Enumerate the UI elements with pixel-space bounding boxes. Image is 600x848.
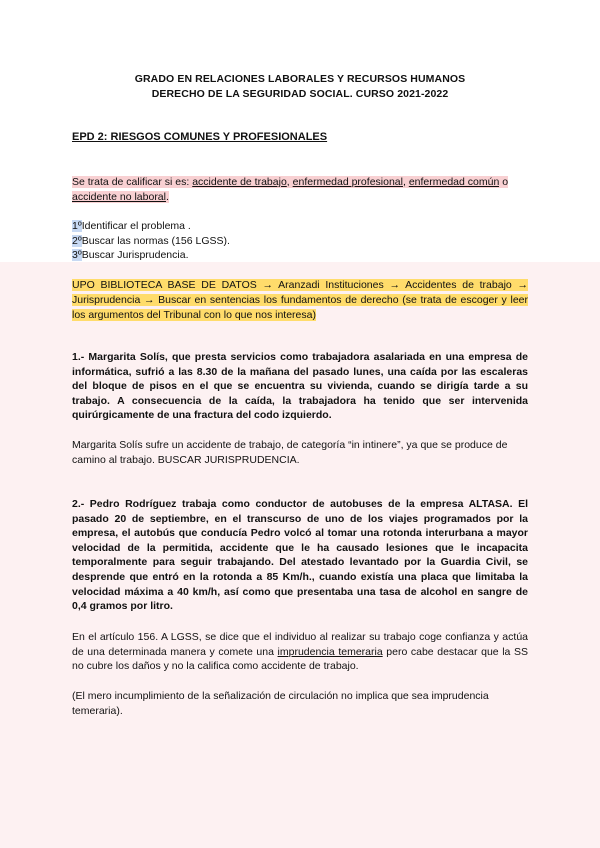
case2-statement: 2.- Pedro Rodríguez trabaja como conductor de autobuses de la empresa ALTASA. El pasado 20 de septiembre, en el transcurso de uno de los viajes programados por la empresa, el autobús que conducía Pedro volcó al tomar una rotonda interurbana a mayor velocidad de la permitida, accidente que le ha causado lesiones que le incapacita temporalmente para seguir trabajando. Del atestado levantado por la Guardia Civil, se desprende que entró en la rotonda a 85 Km/h., cuando existía una placa que limitaba la velocidad máxima a 40 km/h, así como que presentaba una tasa de alcohol en sangre de 0,4 gramos por litro. xyxy=(72,498,528,613)
step-number: 3º xyxy=(72,249,82,262)
step-item xyxy=(72,248,528,263)
option-accidente-trabajo: accidente de trabajo xyxy=(192,176,287,188)
steps-list xyxy=(72,219,528,263)
case2-answer-part2: pero cabe destacar que la SS no cubre los daños y no la califica como accidente de trabajo. xyxy=(72,645,528,673)
header-course: DERECHO DE LA SEGURIDAD SOCIAL. CURSO 2021-2022 xyxy=(151,88,449,100)
case1-answer: Margarita Solís sufre un accidente de trabajo, de categoría “in intinere”, ya que se produce de camino al trabajo. BUSCAR JURISPRUDENCIA. xyxy=(72,439,508,466)
case1-statement: 1.- Margarita Solís, que presta servicios como trabajadora asalariada en una empresa de informática, sufrió a las 8.30 de la mañana del pasado lunes, una caída por las escaleras del bloque de pisos en el que se encuentra su vivienda, cuando se dirigía tarde a su trabajo. A consecuencia de la caída, la trabajadora ha tenido que ser intervenida quirúrgicamente de una fractura del codo izquierdo. xyxy=(72,351,528,422)
step-text: Buscar las normas (156 LGSS). xyxy=(81,234,230,247)
step-number: 1º xyxy=(72,220,82,232)
case2-answer xyxy=(72,630,528,674)
option-enfermedad-profesional: enfermedad profesional xyxy=(292,176,403,188)
intro-sep: o xyxy=(499,176,509,188)
option-accidente-no-laboral: accidente no laboral xyxy=(72,190,166,203)
step-number: 2º xyxy=(72,234,82,247)
option-enfermedad-comun: enfermedad común xyxy=(408,176,500,188)
database-note xyxy=(72,278,528,323)
step-text: Buscar Jurisprudencia. xyxy=(81,249,189,262)
case2-note: (El mero incumplimiento de la señalización de circulación no implica que sea imprudencia temeraria). xyxy=(72,690,489,717)
case2-answer-part1: En el artículo 156. A LGSS, se dice que el individuo al realizar su trabajo coge confianza y actúa de una determinada manera y comete una xyxy=(72,631,528,658)
intro-sep: , xyxy=(286,176,293,188)
epd-title: EPD 2: RIESGOS COMUNES Y PROFESIONALES xyxy=(72,131,328,143)
database-note-text: UPO BIBLIOTECA BASE DE DATOS → Aranzadi Instituciones → Accidentes de trabajo → Jurisprudencia → Buscar en sentencias los fundamentos de derecho (se trata de escoger y leer los argumentos del Tribunal con lo que nos interesa) xyxy=(72,279,528,321)
step-item xyxy=(72,234,528,249)
step-item xyxy=(72,219,528,234)
intro-end: . xyxy=(165,190,169,203)
header-degree: GRADO EN RELACIONES LABORALES Y RECURSOS HUMANOS xyxy=(134,73,466,85)
intro-sep: , xyxy=(402,176,409,188)
term-imprudencia-temeraria: imprudencia temeraria xyxy=(277,645,383,658)
intro-lead: Se trata de calificar si es: xyxy=(72,176,193,188)
intro-paragraph xyxy=(72,175,528,204)
step-text: Identificar el problema . xyxy=(81,220,191,232)
